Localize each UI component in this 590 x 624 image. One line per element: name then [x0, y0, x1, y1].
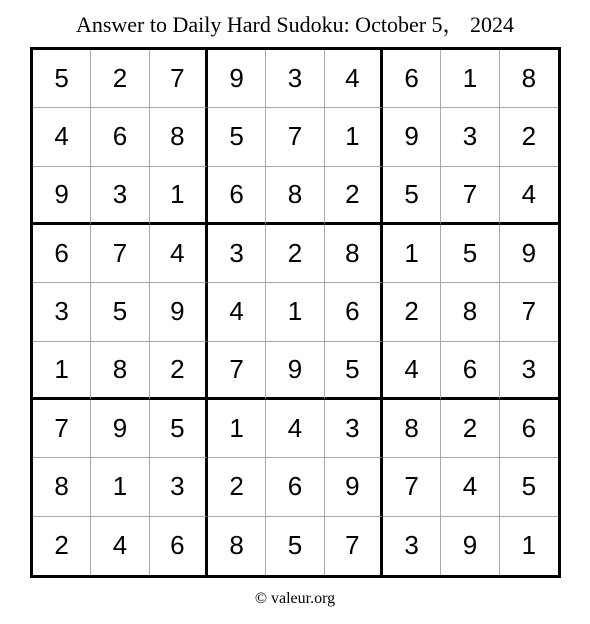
sudoku-cell: 2: [441, 400, 499, 458]
sudoku-cell: 2: [383, 283, 441, 341]
sudoku-cell: 3: [33, 283, 91, 341]
sudoku-cell: 5: [441, 225, 499, 283]
sudoku-cell: 1: [266, 283, 324, 341]
sudoku-cell: 6: [33, 225, 91, 283]
sudoku-cell: 6: [325, 283, 383, 341]
sudoku-cell: 3: [325, 400, 383, 458]
sudoku-cell: 6: [266, 458, 324, 516]
sudoku-cell: 1: [441, 50, 499, 108]
sudoku-cell: 4: [383, 342, 441, 400]
sudoku-cell: 3: [441, 108, 499, 166]
sudoku-cell: 5: [208, 108, 266, 166]
sudoku-cell: 2: [150, 342, 208, 400]
sudoku-cell: 6: [383, 50, 441, 108]
sudoku-cell: 8: [91, 342, 149, 400]
sudoku-cell: 6: [150, 517, 208, 575]
sudoku-cell: 6: [208, 167, 266, 225]
sudoku-cell: 7: [441, 167, 499, 225]
sudoku-cell: 5: [150, 400, 208, 458]
page-title: Answer to Daily Hard Sudoku: October 5， 2024: [75, 12, 515, 37]
sudoku-board: [30, 47, 561, 578]
sudoku-cell: 9: [266, 342, 324, 400]
sudoku-cell: 8: [208, 517, 266, 575]
sudoku-cell: 6: [91, 108, 149, 166]
sudoku-cell: 8: [325, 225, 383, 283]
sudoku-cell: 9: [150, 283, 208, 341]
sudoku-cell: 9: [91, 400, 149, 458]
sudoku-cell: 2: [500, 108, 558, 166]
sudoku-cell: 4: [33, 108, 91, 166]
sudoku-cell: 4: [500, 167, 558, 225]
sudoku-cell: 4: [150, 225, 208, 283]
sudoku-cell: 7: [33, 400, 91, 458]
sudoku-cell: 4: [441, 458, 499, 516]
sudoku-cell: 7: [383, 458, 441, 516]
sudoku-cell: 3: [266, 50, 324, 108]
sudoku-cell: 7: [208, 342, 266, 400]
sudoku-cell: 1: [150, 167, 208, 225]
sudoku-cell: 5: [325, 342, 383, 400]
sudoku-cell: 7: [266, 108, 324, 166]
sudoku-cell: 2: [33, 517, 91, 575]
sudoku-cell: 7: [150, 50, 208, 108]
sudoku-cell: 8: [266, 167, 324, 225]
sudoku-cell: 4: [325, 50, 383, 108]
sudoku-cell: 9: [33, 167, 91, 225]
sudoku-cell: 1: [33, 342, 91, 400]
sudoku-cell: 5: [266, 517, 324, 575]
sudoku-cell: 3: [208, 225, 266, 283]
sudoku-cell: 1: [91, 458, 149, 516]
sudoku-cell: 2: [266, 225, 324, 283]
sudoku-cell: 3: [150, 458, 208, 516]
sudoku-cell: 8: [33, 458, 91, 516]
sudoku-cell: 4: [208, 283, 266, 341]
sudoku-cell: 2: [325, 167, 383, 225]
sudoku-cell: 1: [383, 225, 441, 283]
sudoku-cell: 8: [383, 400, 441, 458]
sudoku-cell: 9: [500, 225, 558, 283]
sudoku-cell: 5: [500, 458, 558, 516]
sudoku-cell: 2: [91, 50, 149, 108]
sudoku-cell: 7: [500, 283, 558, 341]
sudoku-cell: 2: [208, 458, 266, 516]
sudoku-cell: 5: [383, 167, 441, 225]
sudoku-cell: 9: [325, 458, 383, 516]
sudoku-cell: 3: [500, 342, 558, 400]
sudoku-cell: 7: [91, 225, 149, 283]
sudoku-cell: 1: [325, 108, 383, 166]
sudoku-cell: 5: [33, 50, 91, 108]
sudoku-cell: 1: [521, 530, 537, 561]
sudoku-cell: 7: [325, 517, 383, 575]
sudoku-cell: 4: [266, 400, 324, 458]
sudoku-cell: 9: [208, 50, 266, 108]
sudoku-cell: 3: [91, 167, 149, 225]
sudoku-cell: 9: [383, 108, 441, 166]
sudoku-cell: 6: [500, 400, 558, 458]
sudoku-cell: 3: [383, 517, 441, 575]
sudoku-cell: 9: [441, 517, 499, 575]
sudoku-cell: 1: [208, 400, 266, 458]
copyright-footer: © valeur.org: [254, 590, 336, 607]
sudoku-cell: 8: [150, 108, 208, 166]
sudoku-cell: 5: [91, 283, 149, 341]
sudoku-cell: 6: [441, 342, 499, 400]
sudoku-cell: 8: [441, 283, 499, 341]
sudoku-cell: 8: [500, 50, 558, 108]
sudoku-cell: 4: [91, 517, 149, 575]
